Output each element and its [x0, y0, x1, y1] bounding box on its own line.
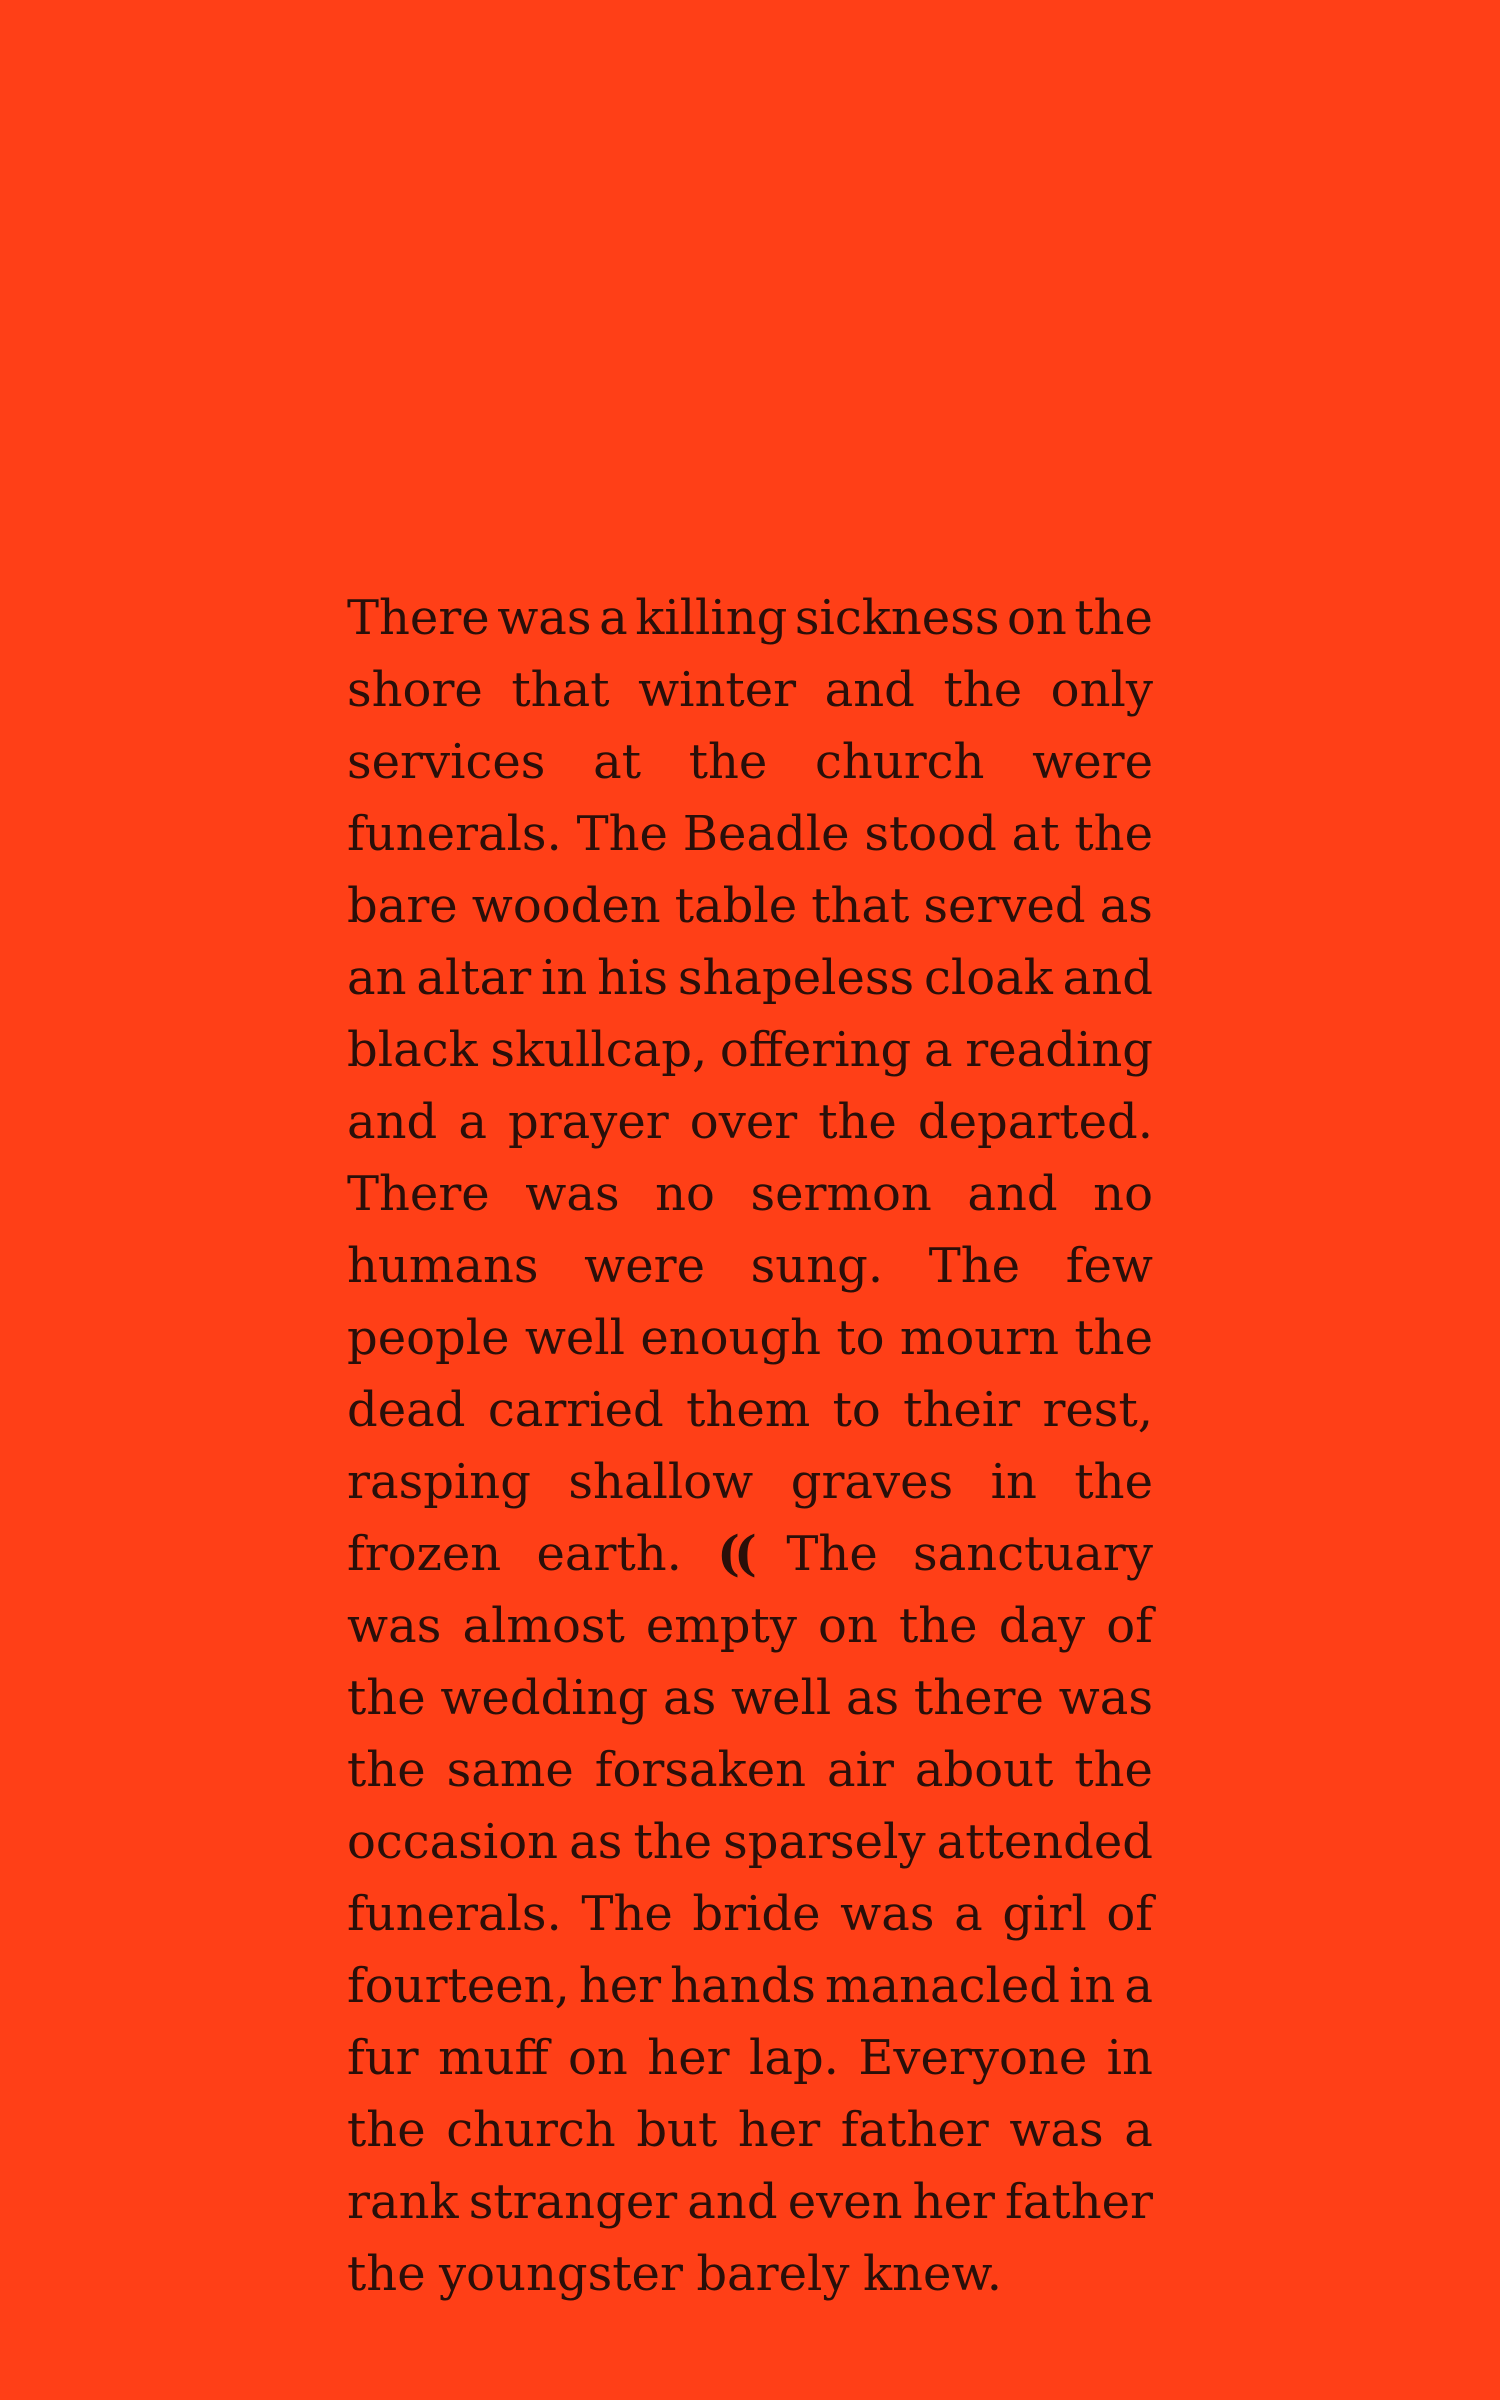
word: The	[581, 1886, 673, 1942]
word: them	[686, 1382, 811, 1438]
word: the	[633, 1814, 713, 1870]
word: was	[497, 590, 592, 646]
word: a	[923, 1022, 953, 1078]
word: enough	[640, 1310, 822, 1366]
text-line	[347, 2094, 1153, 2166]
word: manacled	[824, 1958, 1060, 2014]
word: lap.	[748, 2030, 839, 2086]
word: The	[576, 806, 668, 862]
word: and	[687, 2174, 778, 2230]
word: on	[818, 1598, 878, 1654]
word: services	[347, 734, 546, 790]
word: was	[840, 1886, 935, 1942]
word: in	[1069, 1958, 1116, 2014]
word: her	[737, 2102, 821, 2158]
text-line	[347, 1590, 1153, 1662]
word: There	[347, 1166, 490, 1222]
word: the	[347, 1742, 426, 1798]
word: the	[1074, 1454, 1153, 1510]
word: well	[524, 1310, 626, 1366]
text-line	[347, 2022, 1153, 2094]
word: and	[967, 1166, 1058, 1222]
story-paragraph	[347, 582, 1153, 2310]
text-line	[347, 1518, 1153, 1590]
word: church	[815, 734, 985, 790]
word: and	[1062, 950, 1153, 1006]
word: forsaken	[594, 1742, 807, 1798]
word: was	[1009, 2102, 1104, 2158]
word: sanctuary	[913, 1526, 1153, 1582]
word: people	[347, 1310, 510, 1366]
word: offering	[719, 1022, 912, 1078]
word: church	[446, 2102, 616, 2158]
text-line	[347, 942, 1153, 1014]
word: altar	[416, 950, 532, 1006]
text-line	[347, 1662, 1153, 1734]
word: only	[1050, 662, 1153, 718]
word: in	[1106, 2030, 1153, 2086]
word: a	[1124, 1958, 1153, 2014]
word: carried	[487, 1382, 664, 1438]
word: earth.	[536, 1526, 682, 1582]
word: but	[636, 2102, 718, 2158]
word: to	[836, 1310, 885, 1366]
word: wedding	[440, 1670, 649, 1726]
word: that	[811, 878, 910, 934]
text-line	[347, 1950, 1153, 2022]
word: were	[584, 1238, 705, 1294]
word: stranger	[468, 2174, 678, 2230]
word: barely	[696, 2246, 850, 2302]
word: shapeless	[677, 950, 915, 1006]
word: sickness	[794, 590, 1000, 646]
word: black	[347, 1022, 478, 1078]
text-line	[347, 1230, 1153, 1302]
word: almost	[462, 1598, 625, 1654]
word: frozen	[347, 1526, 502, 1582]
word: fur	[347, 2030, 419, 2086]
word: of	[1106, 1886, 1153, 1942]
word: a	[599, 590, 628, 646]
word: his	[597, 950, 669, 1006]
word: stood	[864, 806, 997, 862]
word: as	[663, 1670, 717, 1726]
word: the	[818, 1094, 897, 1150]
text-line	[347, 654, 1153, 726]
word: as	[1099, 878, 1153, 934]
word: no	[1093, 1166, 1153, 1222]
word: knew.	[862, 2246, 1002, 2302]
word: prayer	[507, 1094, 669, 1150]
word: there	[913, 1670, 1044, 1726]
word: graves	[790, 1454, 954, 1510]
word: humans	[347, 1238, 539, 1294]
word: muff	[438, 2030, 549, 2086]
word: table	[674, 878, 798, 934]
word: The	[928, 1238, 1021, 1294]
word: about	[914, 1742, 1054, 1798]
word: an	[347, 950, 407, 1006]
word: shallow	[568, 1454, 754, 1510]
word: the	[1074, 590, 1153, 646]
text-line	[347, 870, 1153, 942]
word: reading	[965, 1022, 1153, 1078]
word: day	[998, 1598, 1086, 1654]
word: the	[347, 2102, 426, 2158]
word: on	[568, 2030, 628, 2086]
word: dead	[347, 1382, 466, 1438]
word: youngster	[439, 2246, 683, 2302]
word: the	[898, 1598, 978, 1654]
word: even	[787, 2174, 903, 2230]
text-line	[347, 2238, 1153, 2310]
word: that	[511, 662, 610, 718]
word: the	[347, 2246, 426, 2302]
word: girl	[1002, 1886, 1087, 1942]
text-line	[347, 1086, 1153, 1158]
word: winter	[638, 662, 797, 718]
word: bare	[347, 878, 458, 934]
word: the	[1074, 1742, 1153, 1798]
word: attended	[936, 1814, 1153, 1870]
word: well	[731, 1670, 832, 1726]
word: the	[688, 734, 768, 790]
word: was	[525, 1166, 620, 1222]
text-line	[347, 1158, 1153, 1230]
word: rest,	[1042, 1382, 1153, 1438]
word: few	[1065, 1238, 1153, 1294]
text-line	[347, 1374, 1153, 1446]
word: same	[446, 1742, 574, 1798]
word: rasping	[347, 1454, 531, 1510]
word: Beadle	[682, 806, 850, 862]
word: the	[347, 1670, 426, 1726]
word: empty	[645, 1598, 797, 1654]
word: skullcap,	[490, 1022, 708, 1078]
word: on	[1007, 590, 1067, 646]
word: the	[1074, 1310, 1153, 1366]
text-line	[347, 1014, 1153, 1086]
word: her	[578, 1958, 662, 2014]
word: to	[832, 1382, 881, 1438]
text-line	[347, 726, 1153, 798]
word: served	[923, 878, 1086, 934]
word: her	[912, 2174, 995, 2230]
word: their	[903, 1382, 1021, 1438]
word: father	[840, 2102, 989, 2158]
word: shore	[347, 662, 483, 718]
word: cloak	[924, 950, 1053, 1006]
word: over	[689, 1094, 798, 1150]
word: the	[943, 662, 1023, 718]
word: bride	[692, 1886, 821, 1942]
word: sparsely	[723, 1814, 926, 1870]
word: a	[458, 1094, 487, 1150]
word: as	[569, 1814, 623, 1870]
word: were	[1032, 734, 1153, 790]
word: sermon	[750, 1166, 932, 1222]
word: her	[647, 2030, 730, 2086]
word: no	[655, 1166, 715, 1222]
word: a	[954, 1886, 983, 1942]
word: fourteen,	[347, 1958, 570, 2014]
word: was	[1058, 1670, 1153, 1726]
text-line	[347, 1446, 1153, 1518]
word: mourn	[899, 1310, 1060, 1366]
word: funerals.	[347, 806, 562, 862]
word: as	[845, 1670, 900, 1726]
text-line	[347, 1302, 1153, 1374]
word: father	[1005, 2174, 1153, 2230]
word: funerals.	[347, 1886, 562, 1942]
word: and	[347, 1094, 438, 1150]
word: air	[827, 1742, 894, 1798]
word: Everyone	[858, 2030, 1088, 2086]
text-line	[347, 798, 1153, 870]
word: wooden	[471, 878, 661, 934]
text-line	[347, 1734, 1153, 1806]
word: killing	[635, 590, 788, 646]
word: at	[593, 734, 641, 790]
word: the	[1074, 806, 1153, 862]
word: a	[1124, 2102, 1153, 2158]
word: rank	[347, 2174, 459, 2230]
word: at	[1011, 806, 1060, 862]
word: in	[541, 950, 588, 1006]
word: departed.	[917, 1094, 1153, 1150]
word: and	[824, 662, 915, 718]
section-ornament: ((	[717, 1526, 752, 1582]
word: in	[990, 1454, 1037, 1510]
text-line	[347, 2166, 1153, 2238]
word: sung.	[750, 1238, 884, 1294]
word: hands	[670, 1958, 816, 2014]
text-line	[347, 582, 1153, 654]
word: was	[347, 1598, 442, 1654]
word: of	[1106, 1598, 1153, 1654]
text-line	[347, 1806, 1153, 1878]
word: occasion	[347, 1814, 559, 1870]
word: The	[786, 1526, 878, 1582]
text-line	[347, 1878, 1153, 1950]
word: There	[347, 590, 490, 646]
